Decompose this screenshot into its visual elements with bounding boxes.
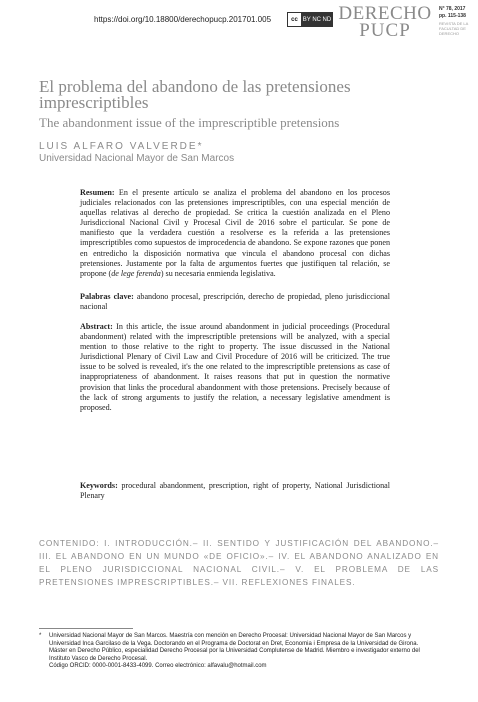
doi-link[interactable]: https://doi.org/10.18800/derechopucp.201701.005 bbox=[94, 15, 272, 24]
footnote bbox=[39, 633, 432, 671]
keywords-spanish-text: abandono procesal, prescripción, derecho de propiedad, pleno jurisdiccional nacional bbox=[80, 292, 391, 312]
page-header bbox=[0, 0, 478, 60]
article-title: El problema del abandono de las pretensiones imprescriptibles bbox=[39, 77, 351, 112]
footnote-mark: * bbox=[39, 633, 42, 639]
issue-subtitle: REVISTA DE LA FACULTAD DE DERECHO bbox=[439, 21, 469, 36]
footnote-contact: Código ORCID: 0000-0001-8433-4099. Correo electrónico: alfavalu@hotmail.com bbox=[49, 663, 267, 670]
abstract-english bbox=[80, 322, 390, 413]
keywords-english-label: Keywords: bbox=[80, 481, 118, 490]
abstract-spanish-italic: de lege ferenda bbox=[111, 268, 161, 278]
abstract-spanish-label: Resumen: bbox=[80, 188, 115, 197]
cc-logo: cc bbox=[288, 13, 302, 26]
abstract-english-label: Abstract: bbox=[80, 322, 113, 331]
journal-name-line1: DERECHO bbox=[338, 3, 432, 24]
footnote-text: Universidad Nacional Mayor de San Marcos. Maestría con mención en Derecho Procesal: Universidad Nacional Mayor de San Marcos y Universidad Inca Garcilaso de la Vega. Doctorando en el Programa de Doctorat en Dret, Economia i Empresa de la Universidad de Girona. Máster en Derecho Público, especialidad Derecho Procesal por la Universidad Complutense de Madrid. Miembro e investigador externo del Instituto Vasco de Derecho Procesal. bbox=[49, 633, 420, 662]
abstract-spanish-text: En el presente artículo se analiza el problema del abandono en los procesos judiciales relacionados con las pretensiones imprescriptibles, con una especial mención de aquellas relativas al derecho de propiedad. Se critica la cuestión analizada en el Pleno Jurisdiccional Nacional Civil y Procesal Civil de 2016 sobre el particular. Se pone de manifiesto que la verdadera cuestión a resolverse es la referida a las pretensiones imprescriptibles como supuestos de improcedencia de abandono. Se expone razones que ponen en entredicho la disposición normativa que vincula el abandono procesal con dichas pretensiones. Justamente por la falta de argumentos fuertes que justifiquen tal relación, se propone ( bbox=[80, 188, 390, 278]
issue-number: N° 78, 2017 bbox=[439, 6, 466, 12]
table-of-contents: CONTENIDO: I. INTRODUCCIÓN.– II. SENTIDO Y JUSTIFICACIÓN DEL ABANDONO.– III. EL ABANDONO EN UN MUNDO «DE OFICIO».– IV. EL ABANDONO ANALIZADO EN EL PLENO JURISDICCIONAL NACIONAL CIVIL.– V. EL PROBLEMA DE LAS PRETENSIONES IMPRESCRIPTIBLES.– VII. REFLEXIONES FINALES. bbox=[39, 539, 439, 587]
keywords-spanish bbox=[80, 292, 390, 312]
license-term-nc: NC bbox=[312, 16, 321, 23]
journal-logo bbox=[337, 5, 433, 39]
keywords-english-text: procedural abandonment, prescription, right of property, National Jurisdictional Plenary bbox=[80, 481, 390, 501]
abstract-spanish-text-end: ) su necesaria enmienda legislativa. bbox=[160, 268, 276, 278]
keywords-spanish-label: Palabras clave: bbox=[80, 292, 134, 301]
license-term-by: BY bbox=[302, 16, 311, 23]
journal-name-line2: PUCP bbox=[359, 20, 411, 41]
keywords-english bbox=[80, 481, 390, 501]
issue-info bbox=[439, 6, 475, 36]
issue-pages: pp. 115-138 bbox=[439, 12, 466, 19]
author-affiliation: Universidad Nacional Mayor de San Marcos bbox=[39, 153, 235, 164]
article-subtitle: The abandonment issue of the imprescriptible pretensions bbox=[39, 115, 340, 130]
author-name: LUIS ALFARO VALVERDE* bbox=[39, 141, 204, 152]
abstract-english-text: In this article, the issue around abandonment in judicial proceedings (Procedural abandonment) related with the imprescriptible pretensions will be analyzed, with a special mention to those relative to the right to property. The issue discussed in the National Jurisdictional Plenary of Civil Law and Civil Procedure of 2016 will be criticized. The true issue to be solved is revealed, it's the one related to the imprescriptible pretensions as case of inappropriateness of abandonment. It raises reasons that put in question the normative provision that links the procedural abandonment with those pretensions. Precisely because of the lack of strong arguments to justify the relation, a necessary legislative amendment is proposed. bbox=[80, 322, 390, 412]
creative-commons-by-icon[interactable] bbox=[287, 12, 333, 27]
footnote-divider bbox=[39, 628, 133, 629]
license-terms bbox=[302, 13, 332, 26]
abstract-spanish bbox=[80, 188, 390, 279]
license-term-nd: ND bbox=[322, 16, 332, 23]
